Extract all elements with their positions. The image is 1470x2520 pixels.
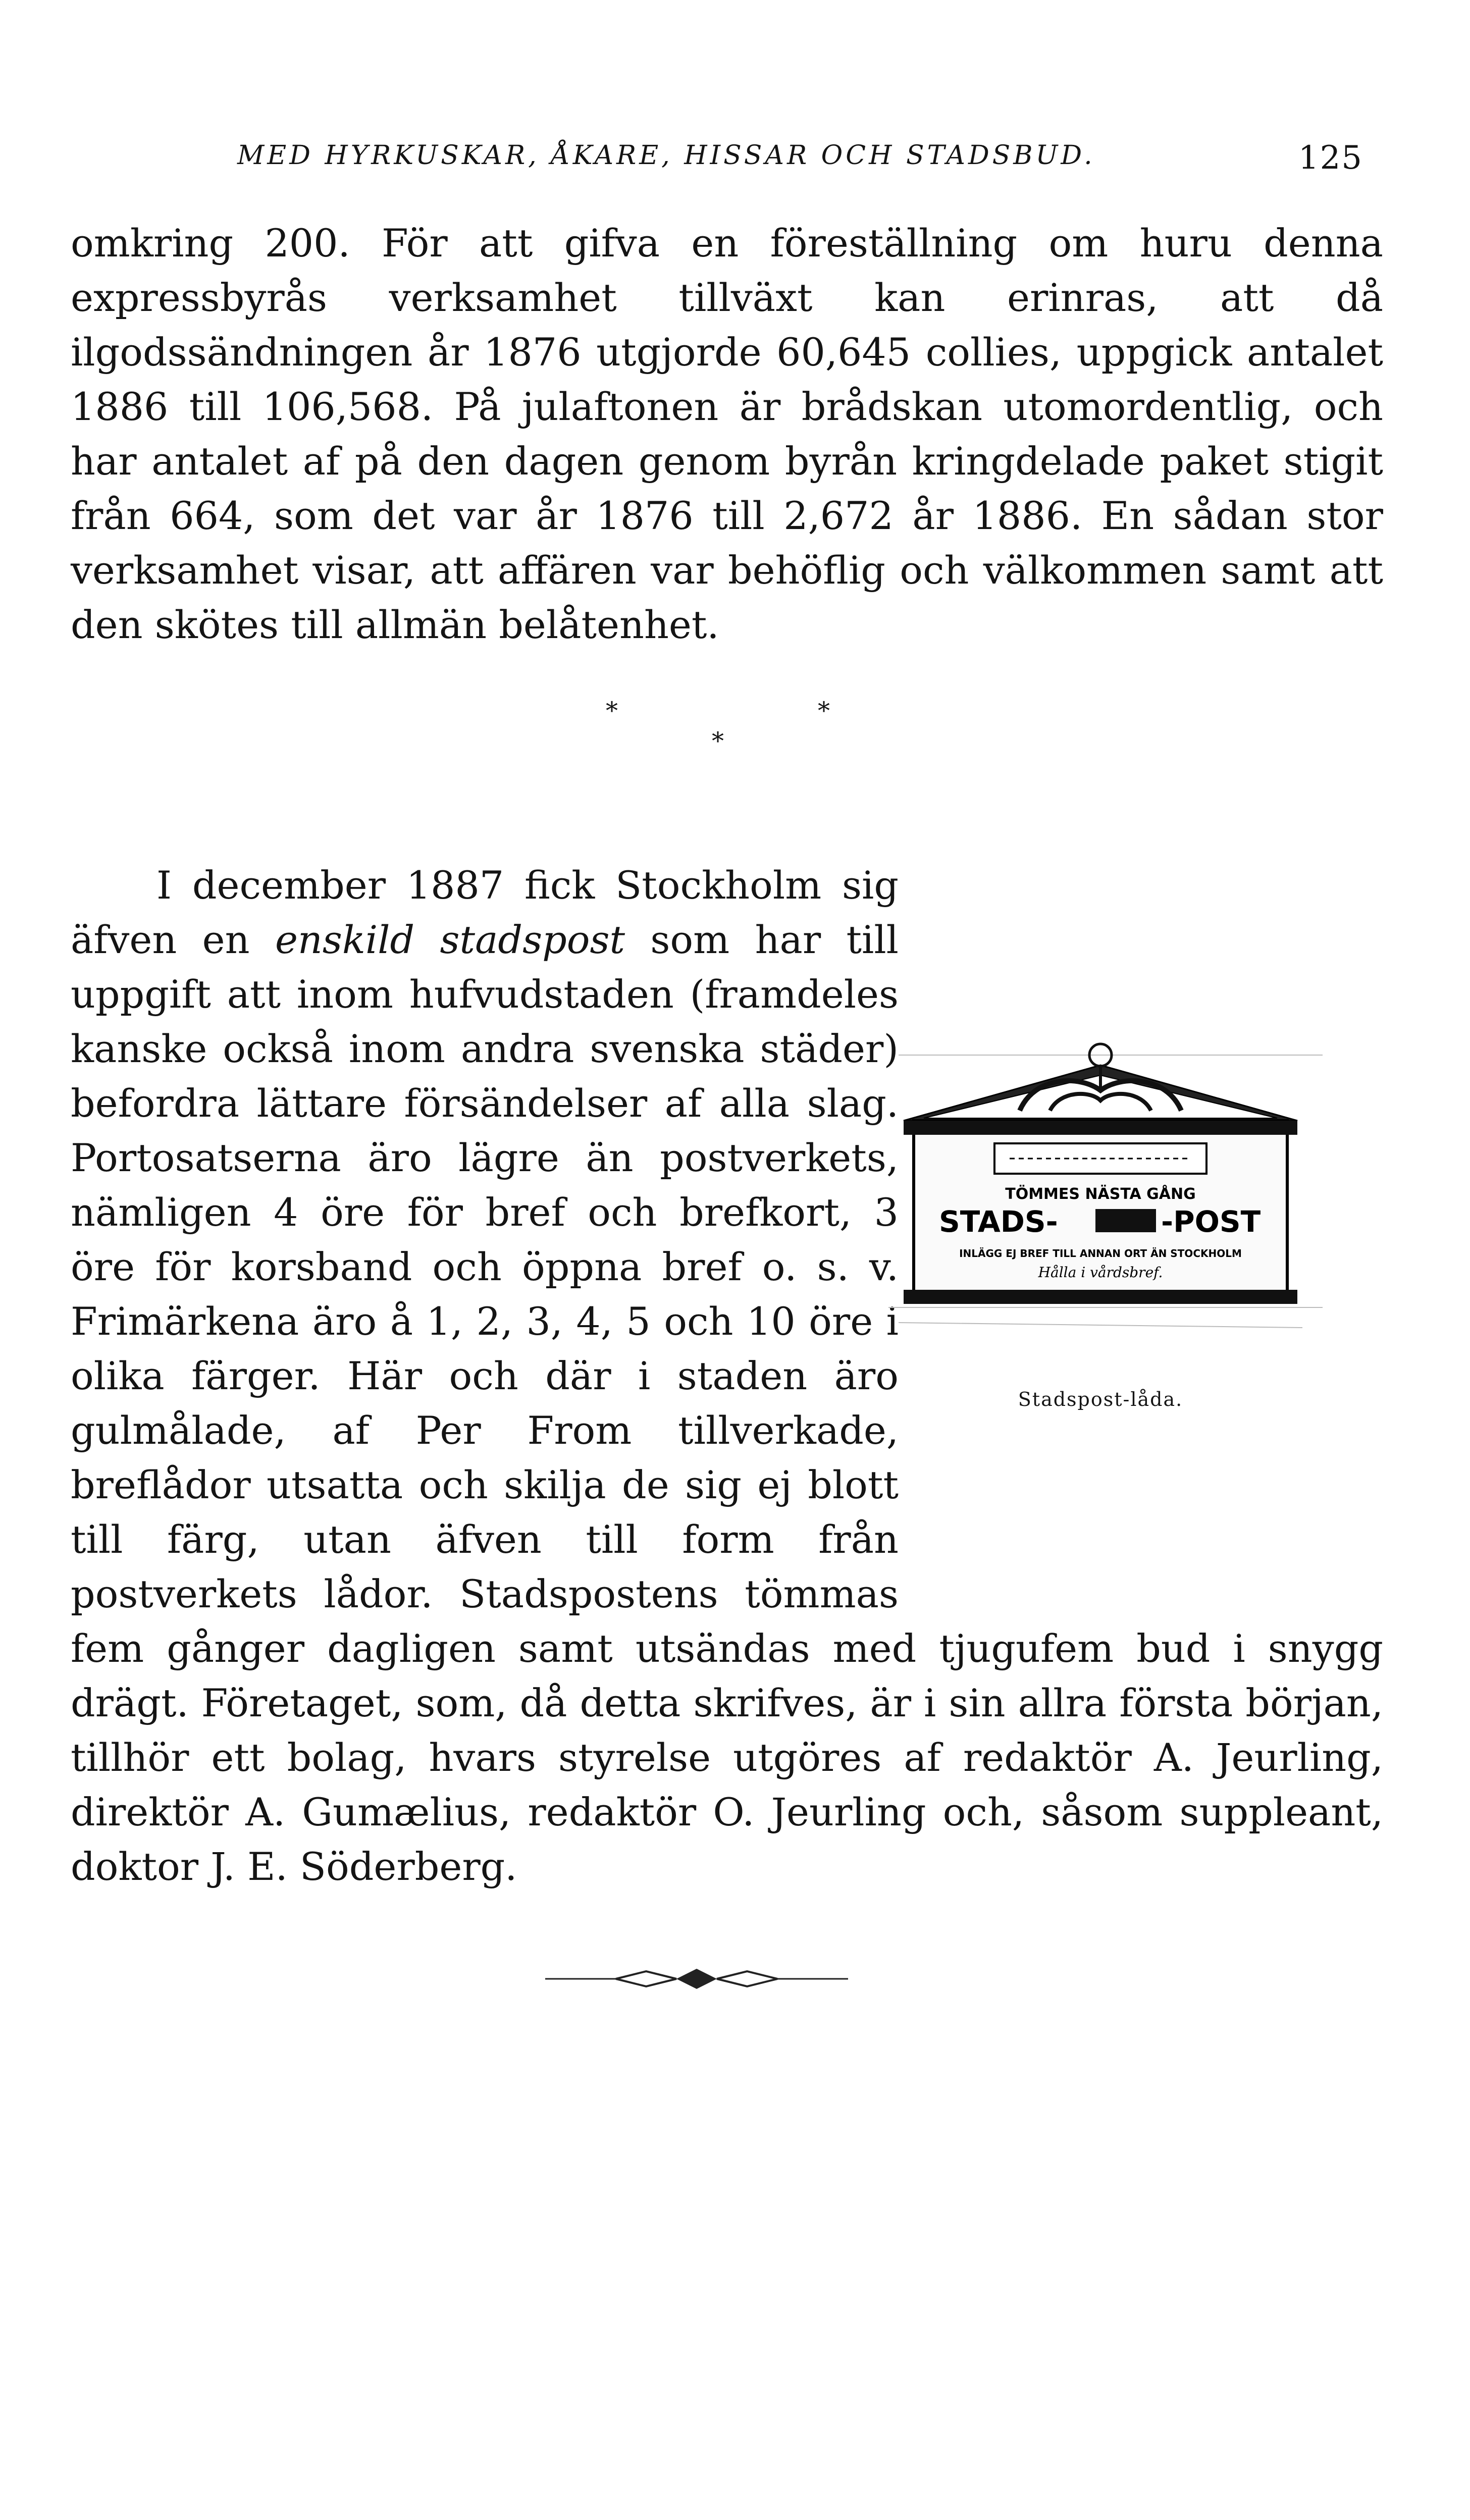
separator-star-1: * (606, 697, 618, 725)
box-label-bottom: INLÄGG EJ BREF TILL ANNAN ORT ÄN STOCKHOLM (959, 1247, 1242, 1259)
postal-emblem-icon (1095, 1209, 1156, 1232)
box-label-main: STADS- (939, 1204, 1058, 1239)
separator-star-2: * (818, 697, 830, 725)
mailbox-figure (868, 1025, 1333, 1419)
page-number: 125 (1298, 139, 1363, 177)
box-label-bottom-2: Hålla i vårdsbref. (1038, 1264, 1163, 1281)
section-separator (0, 697, 1470, 757)
end-ornament-icon (545, 1959, 848, 1999)
figure-caption: Stadspost-låda. (1018, 1388, 1183, 1410)
paragraph-2-part-a: I december 1887 fick Stockholm sig äfven en (71, 863, 899, 962)
page-header (71, 135, 1373, 181)
running-title: MED HYRKUSKAR, ÅKARE, HISSAR OCH STADSBUD. (237, 140, 1095, 171)
paragraph-2-part-b: som har till uppgift att inom hufvudstaden (framdeles kanske också inom andra svenska städer) befordra lättare försändelser af alla slag. Portosatserna äro lägre än postverkets, nämligen 4 öre för bref och brefkort, 3 öre för korsband och öppna bref o. s. v. Frimärkena äro å 1, 2, 3, 4, 5 och 10 öre i olika färger. Här och där i staden äro gulmålade, af Per From tillverkade, breflådor utsatta och skilja de sig ej blott till färg, utan äfven till form från postverkets lådor. Stadspostens tömmas fem gånger dagligen samt utsändas med tjugufem bud i snygg drägt. Företaget, som, då detta skrifves, är i sin allra första början, tillhör ett bolag, hvars styrelse utgöres af redaktör A. Jeurling, direktör A. Gumælius, redaktör O. Jeurling och, såsom suppleant, doktor J. E. Söderberg. (71, 917, 1383, 1889)
paragraph-2-emphasis: enskild stadspost (275, 917, 625, 962)
box-label-post: -POST (1161, 1204, 1261, 1239)
paragraph-1: omkring 200. För att gifva en föreställning om huru denna expressbyrås verksamhet tillväxt kan erinras, att då ilgodssändningen år 1876 utgjorde 60,645 collies, uppgick antalet 1886 till 106,568. På julaftonen är brådskan utomordentlig, och har antalet af på den dagen genom byrån kringdelade paket stigit från 664, som det var år 1876 till 2,672 år 1886. En sådan stor verksamhet visar, att affären var behöflig och välkommen samt att den skötes till allmän belåtenhet. (71, 221, 1383, 647)
box-label-top: TÖMMES NÄSTA GÅNG (1005, 1185, 1196, 1203)
separator-star-3: * (712, 727, 724, 755)
mailbox-illustration (868, 1025, 1333, 1368)
